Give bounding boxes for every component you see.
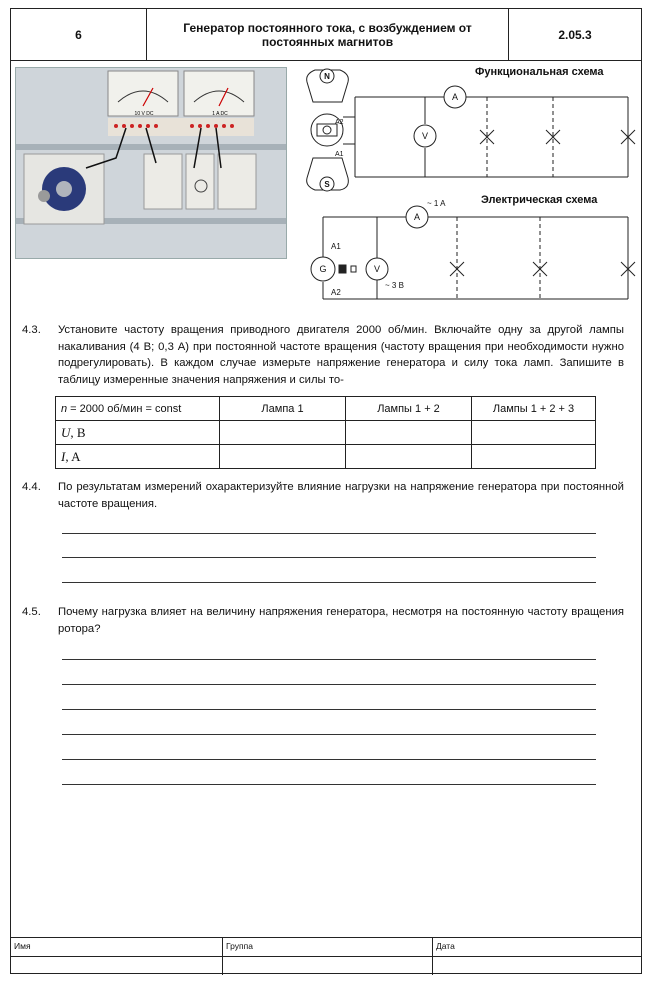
circuit-svg	[295, 62, 640, 317]
ammeter-elec-label: A	[413, 212, 421, 222]
measurement-table	[55, 396, 596, 469]
cell-i-lamp123[interactable]	[472, 445, 596, 469]
voltmeter-elec-label: V	[373, 264, 381, 274]
footer	[10, 937, 642, 975]
row-u-label: U, B	[56, 421, 220, 445]
header-number: 6	[11, 9, 147, 60]
pole-s-label: S	[324, 180, 330, 189]
voltmeter-func-label: V	[421, 131, 429, 141]
voltage-mark: ~ 3 B	[385, 281, 404, 290]
table-header-lamp12: Лампы 1 + 2	[346, 397, 472, 421]
task-4-3-number: 4.3.	[22, 324, 41, 336]
cell-u-lamp123[interactable]	[472, 421, 596, 445]
cell-u-lamp1[interactable]	[220, 421, 346, 445]
terminal-a1-func: A1	[335, 151, 344, 158]
ammeter-func-label: A	[451, 92, 459, 102]
terminal-a2-elec: A2	[331, 288, 341, 297]
cell-i-lamp12[interactable]	[346, 445, 472, 469]
table-header-lamp1: Лампа 1	[220, 397, 346, 421]
terminal-a1-elec: A1	[331, 242, 341, 251]
table-row-u	[56, 421, 596, 445]
task-4-4-text: По результатам измерений охарактеризуйте влияние нагрузки на напряжение генератора при постоянной частоте вращения.	[58, 481, 624, 510]
header-code: 2.05.3	[558, 27, 592, 42]
answer-line-4-5-3[interactable]	[62, 709, 596, 710]
table-header-lamp123: Лампы 1 + 2 + 3	[472, 397, 596, 421]
table-header-n: n = 2000 об/мин = const	[56, 397, 220, 421]
task-4-3-text: Установите частоту вращения приводного двигателя 2000 об/мин. Включайте одну за другой лампы накаливания (4 В; 0,3 А) при постоянной частоте вращения (частоту вращения при необходимости нужно подрегулировать). В каждом случае измерьте напряжение генератора и силу тока ламп. Запишите в таблицу измеренные значения напряжения и силы то-	[58, 324, 624, 386]
task-4-4-number: 4.4.	[22, 481, 41, 493]
meter-left-label: 10 V DC	[134, 111, 154, 117]
meter-right-label: 1 A DC	[212, 111, 228, 117]
apparatus-photo	[15, 67, 287, 259]
answer-line-4-5-1[interactable]	[62, 659, 596, 660]
footer-group-label: Группа	[226, 941, 253, 951]
functional-diagram-title: Функциональная схема	[475, 66, 604, 78]
answer-line-4-5-6[interactable]	[62, 784, 596, 785]
task-4-5-number: 4.5.	[22, 606, 41, 618]
answer-line-4-5-5[interactable]	[62, 759, 596, 760]
task-4-5-text: Почему нагрузка влияет на величину напряжения генератора, несмотря на постоянную частоту вращения ротора?	[58, 606, 624, 635]
current-mark: ~ 1 A	[427, 199, 446, 208]
table-header-row	[56, 397, 596, 421]
footer-date-label: Дата	[436, 941, 455, 951]
electrical-diagram-title: Электрическая схема	[481, 194, 598, 206]
cell-i-lamp1[interactable]	[220, 445, 346, 469]
answer-line-4-5-4[interactable]	[62, 734, 596, 735]
table-row-i	[56, 445, 596, 469]
answer-line-4-4-1[interactable]	[62, 533, 596, 534]
terminal-a2-func: A2	[335, 119, 344, 126]
answer-line-4-4-2[interactable]	[62, 557, 596, 558]
generator-label: G	[319, 264, 327, 274]
answer-line-4-5-2[interactable]	[62, 684, 596, 685]
footer-name-label: Имя	[14, 941, 31, 951]
document-header	[10, 8, 642, 61]
row-i-label: I, A	[56, 445, 220, 469]
circuit-diagrams	[295, 62, 640, 317]
pole-n-label: N	[324, 72, 330, 81]
cell-u-lamp12[interactable]	[346, 421, 472, 445]
answer-line-4-4-3[interactable]	[62, 582, 596, 583]
header-title: Генератор постоянного тока, с возбуждением от постоянных магнитов	[147, 9, 509, 60]
